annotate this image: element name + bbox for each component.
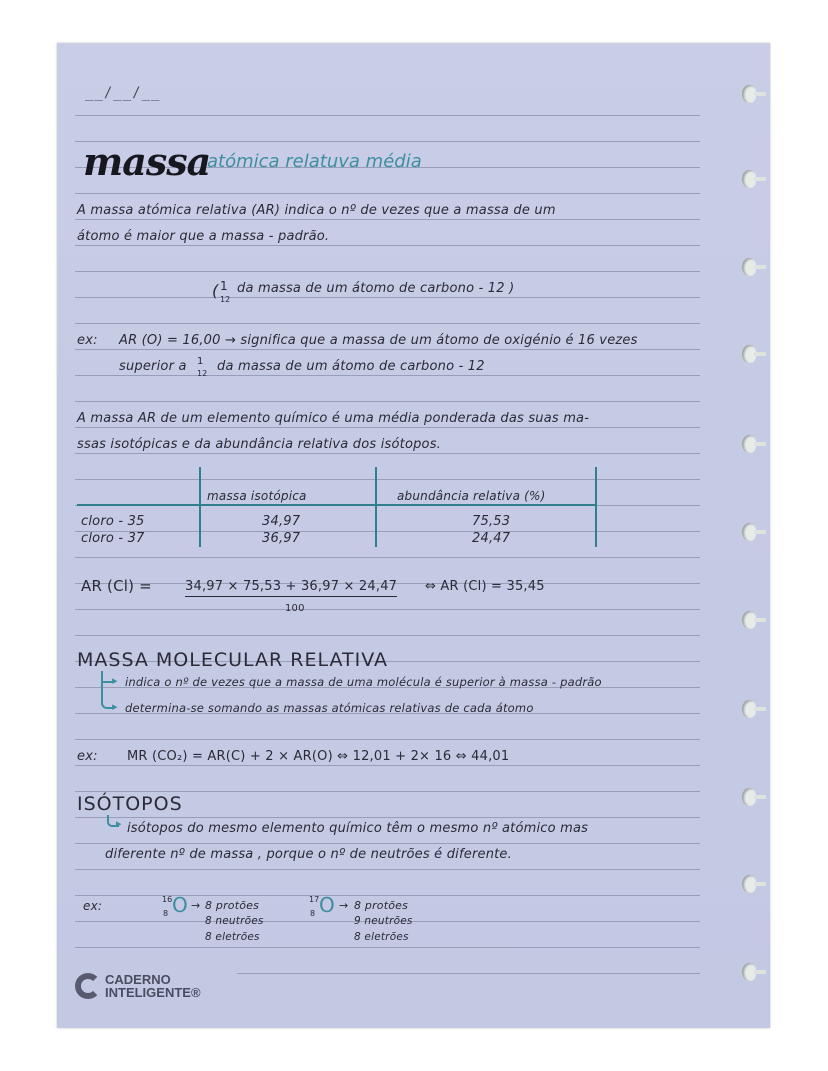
atomic-number: 8: [163, 909, 169, 918]
section-heading-molecular-mass: MASSA MOLECULAR RELATIVA: [77, 649, 389, 671]
arrow-icon: →: [191, 899, 201, 912]
rule-line: [75, 453, 700, 454]
rule-line: [237, 973, 700, 974]
formula-result: ⇔ AR (Cl) = 35,45: [425, 579, 545, 594]
rule-line: [75, 479, 700, 480]
binder-ring-icon: [742, 433, 764, 457]
page-title: massa: [83, 139, 211, 184]
fraction-numerator: 1: [220, 279, 228, 293]
brand-line-2: INTELIGENTE®: [105, 985, 201, 1000]
section-heading-isotopes: ISÓTOPOS: [77, 793, 183, 815]
rule-line: [75, 271, 700, 272]
cell-abundance: 24,47: [472, 531, 511, 546]
rule-line: [75, 817, 700, 818]
table-divider: [199, 467, 201, 547]
element-symbol: O: [172, 893, 188, 917]
molecular-example: MR (CO₂) = AR(C) + 2 × AR(O) ⇔ 12,01 + 2× 16 ⇔ 44,01: [127, 749, 510, 764]
weighted-line-1: A massa AR de um elemento químico é uma média ponderada das suas ma-: [77, 411, 590, 426]
rule-line: [75, 323, 700, 324]
cell-mass: 34,97: [262, 514, 301, 529]
arrowhead-icon: ▸: [116, 817, 122, 830]
rule-line: [75, 427, 700, 428]
rule-line: [75, 375, 700, 376]
atomic-number: 8: [310, 909, 316, 918]
table-divider: [375, 467, 377, 547]
protons: 8 protões: [354, 899, 409, 912]
rule-line: [75, 609, 700, 610]
paren-open: (: [212, 281, 219, 300]
rule-line: [75, 869, 700, 870]
electrons: 8 eletrões: [205, 931, 260, 943]
binder-ring-icon: [742, 256, 764, 280]
fraction-denominator: 12: [220, 295, 231, 304]
cell-isotope: cloro - 35: [81, 514, 145, 529]
notebook-page: [57, 43, 770, 1028]
formula-denominator: 100: [285, 603, 305, 614]
electrons: 8 eletrões: [354, 931, 409, 943]
rule-line: [75, 115, 700, 116]
rule-line: [75, 947, 700, 948]
binder-ring-icon: [742, 961, 764, 985]
binder-ring-icon: [742, 698, 764, 722]
arrowhead-icon: ▸: [112, 674, 118, 687]
formula-numerator: 34,97 × 75,53 + 36,97 × 24,47: [185, 579, 397, 597]
brand-logo: [75, 973, 201, 999]
table-header-mass: massa isotópica: [207, 489, 307, 503]
mass-number: 17: [309, 895, 320, 904]
rule-line: [75, 765, 700, 766]
example-line-1: AR (O) = 16,00 → significa que a massa de um átomo de oxigénio é 16 vezes: [119, 333, 638, 348]
example-line-2-post: da massa de um átomo de carbono - 12: [217, 359, 485, 374]
example-label: ex:: [83, 899, 103, 913]
example-label: ex:: [77, 749, 98, 764]
cell-isotope: cloro - 37: [81, 531, 145, 546]
page-subtitle: atómica relatuva média: [207, 151, 422, 172]
rule-line: [75, 219, 700, 220]
molecular-bullet-2: determina-se somando as massas atómicas relativas de cada átomo: [125, 701, 534, 715]
rule-line: [75, 557, 700, 558]
binder-ring-icon: [742, 873, 764, 897]
example-label: ex:: [77, 333, 98, 348]
binder-ring-icon: [742, 521, 764, 545]
table-divider: [595, 467, 597, 547]
rule-line: [75, 739, 700, 740]
rule-line: [75, 843, 700, 844]
fraction-denominator: 12: [197, 369, 208, 378]
binder-ring-icon: [742, 168, 764, 192]
isotopes-text-line-1: isótopos do mesmo elemento químico têm o mesmo nº atómico mas: [127, 821, 589, 836]
element-symbol: O: [319, 893, 335, 917]
rule-line: [75, 297, 700, 298]
rule-line: [75, 791, 700, 792]
arrowhead-icon: ▸: [112, 700, 118, 713]
weighted-line-2: ssas isotópicas e da abundância relativa dos isótopos.: [77, 437, 442, 452]
rule-line: [75, 193, 700, 194]
rule-line: [75, 531, 700, 532]
binder-ring-icon: [742, 609, 764, 633]
standard-mass-text: da massa de um átomo de carbono - 12 ): [237, 281, 515, 296]
molecular-bullet-1: indica o nº de vezes que a massa de uma molécula é superior à massa - padrão: [125, 675, 602, 689]
rule-line: [75, 401, 700, 402]
rule-line: [75, 245, 700, 246]
protons: 8 protões: [205, 899, 260, 912]
brand-line-1: CADERNO: [105, 972, 171, 987]
arrow-icon: →: [339, 899, 349, 912]
table-header-abundance: abundância relativa (%): [397, 489, 546, 503]
example-line-2-pre: superior a: [119, 359, 187, 374]
brand-c-icon: [75, 973, 101, 999]
mass-number: 16: [162, 895, 173, 904]
cell-mass: 36,97: [262, 531, 301, 546]
rule-line: [75, 635, 700, 636]
date-field: __/__/__: [85, 85, 161, 101]
fraction-numerator: 1: [197, 356, 204, 367]
formula-lhs: AR (Cl) =: [81, 577, 152, 595]
table-header-line: [77, 504, 597, 506]
neutrons: 9 neutrões: [354, 915, 413, 927]
binder-ring-icon: [742, 343, 764, 367]
binder-ring-icon: [742, 83, 764, 107]
brand-name: [105, 973, 201, 999]
definition-line-2: átomo é maior que a massa - padrão.: [77, 229, 330, 244]
definition-line-1: A massa atómica relativa (AR) indica o nº de vezes que a massa de um: [77, 203, 556, 218]
rule-line: [75, 349, 700, 350]
isotopes-text-line-2: diferente nº de massa , porque o nº de neutrões é diferente.: [105, 847, 512, 862]
neutrons: 8 neutrões: [205, 915, 264, 927]
binder-ring-icon: [742, 786, 764, 810]
cell-abundance: 75,53: [472, 514, 511, 529]
